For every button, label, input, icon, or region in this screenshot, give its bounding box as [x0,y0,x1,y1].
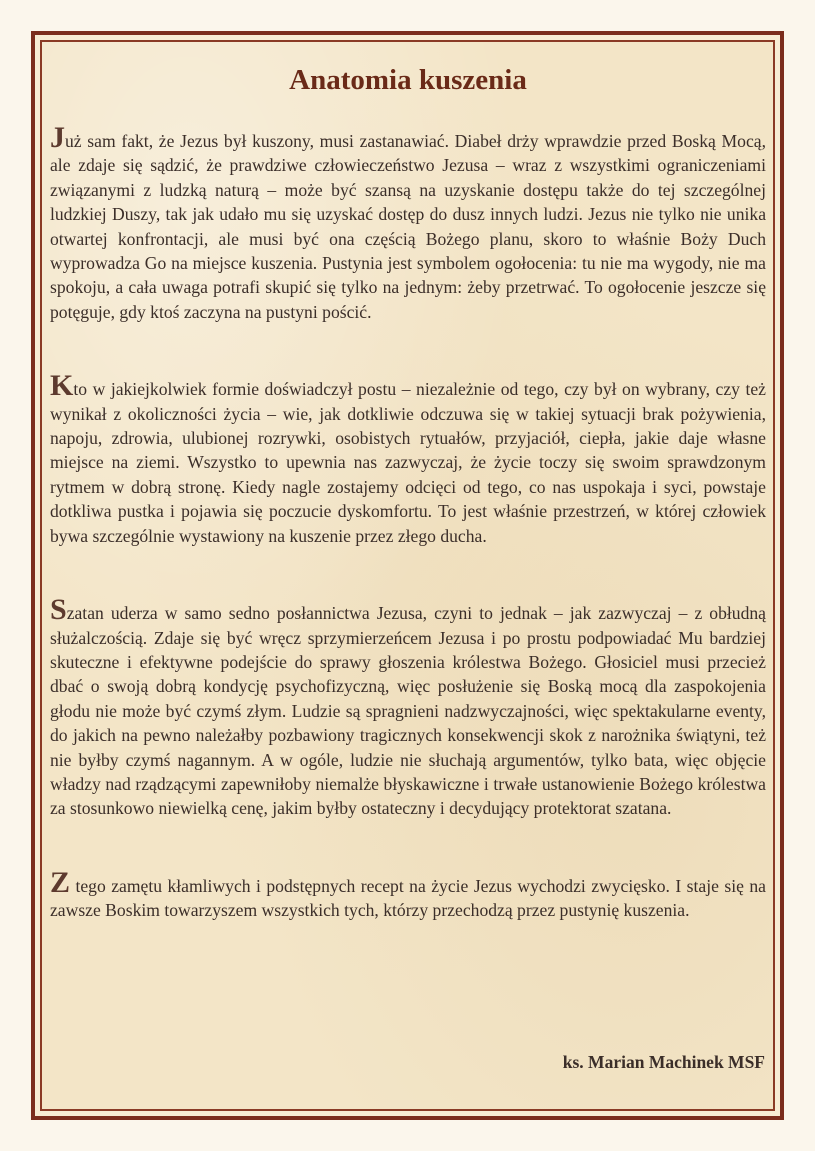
paragraph-gap [50,324,766,376]
paragraph-3 [50,593,766,821]
paragraph-text: tego zamętu kłamliwych i podstępnych recept na życie Jezus wychodzi zwycięsko. I staje się na zawsze Boskim towarzyszem wszystkich tych, którzy przechodzą przez pustynię kuszenia. [50,875,766,921]
paragraph-text: to w jakiejkolwiek formie doświadczył postu – niezależnie od tego, czy był on wybrany, czy też wynikał z okoliczności życia – wie, jak dotkliwie odczuwa się w takiej sytuacji brak pożywienia, napoju, zdrowia, ulubionej rozrywki, osobistych rytuałów, przyjaciół, ciepła, jakie daje własne miejsce na ziemi. Wszystko to upewnia nas zazwyczaj, że życie toczy się swoim sprawdzonym rytmem w dobrą stronę. Kiedy nagle zostajemy odcięci od tego, co nas uspokaja i syci, powstaje dotkliwa pustka i pojawia się poczucie dyskomfortu. To jest właśnie przestrzeń, w której człowiek bywa szczególnie wystawiony na kuszenie przez złego ducha. [50,379,766,546]
drop-cap: J [50,121,65,154]
paragraph-text: uż sam fakt, że Jezus był kuszony, musi zastanawiać. Diabeł drży wprawdzie przed Boską Mocą, ale zdaje się sądzić, że prawdziwe człowieczeństwo Jezusa – wraz z wszystkimi ograniczeniami związanymi z ludzką naturą – może być szansą na uzyskanie dostępu także do tej szczególnej ludzkiej Duszy, tak jak udało mu się uzyskać dostęp do dusz innych ludzi. Jezus nie tylko nie unika otwartej konfrontacji, ale musi być ona częścią Bożego planu, skoro to właśnie Boży Duch wyprowadza Go na miejsce kuszenia. Pustynia jest symbolem ogołocenia: tu nie ma wygody, nie ma spokoju, a cała uwaga potrafi skupić się tylko na jednym: żeby przetrwać. To ogołocenie jeszcze się potęguje, gdy ktoś zaczyna na pustyni pościć. [50,131,766,322]
paragraph-text: zatan uderza w samo sedno posłannictwa Jezusa, czyni to jednak – jak zazwyczaj – z obłudną służalczością. Zdaje się być wręcz sprzymierzeńcem Jezusa i po prostu podpowiadać Mu bardziej skuteczne i efektywne podejście do sprawy głoszenia królestwa Bożego. Głosiciel musi przecież dbać o swoją dobrą kondycję psychofizyczną, więc posłużenie się Boską mocą dla zaspokojenia głodu nie może być czymś złym. Ludzie są spragnieni nadzwyczajności, więc spektakularne eventy, do jakich na pewno należałby pozbawiony tragicznych konsekwencji skok z narożnika świątyni, też nie byłby czymś nagannym. A w ogóle, ludzie nie słuchają argumentów, tylko bata, więc objęcie władzy nad rządzącymi zapewniłoby niemalże błyskawiczne i trwałe ustanowienie Bożego królestwa za stosunkowo niewielką cenę, jakim byłby ostateczny i decydujący protektorat szatana. [50,603,766,819]
article [50,60,766,923]
paragraph-1 [50,121,766,324]
paragraph-2 [50,369,766,548]
page-title: Anatomia kuszenia [289,64,527,96]
drop-cap: S [50,593,67,627]
author-signature: ks. Marian Machinek MSF [562,1052,765,1072]
paragraph-gap [50,821,766,873]
drop-cap: K [50,369,74,403]
drop-cap: Z [50,865,71,899]
paragraph-gap [50,548,766,600]
paragraph-4 [50,865,766,923]
